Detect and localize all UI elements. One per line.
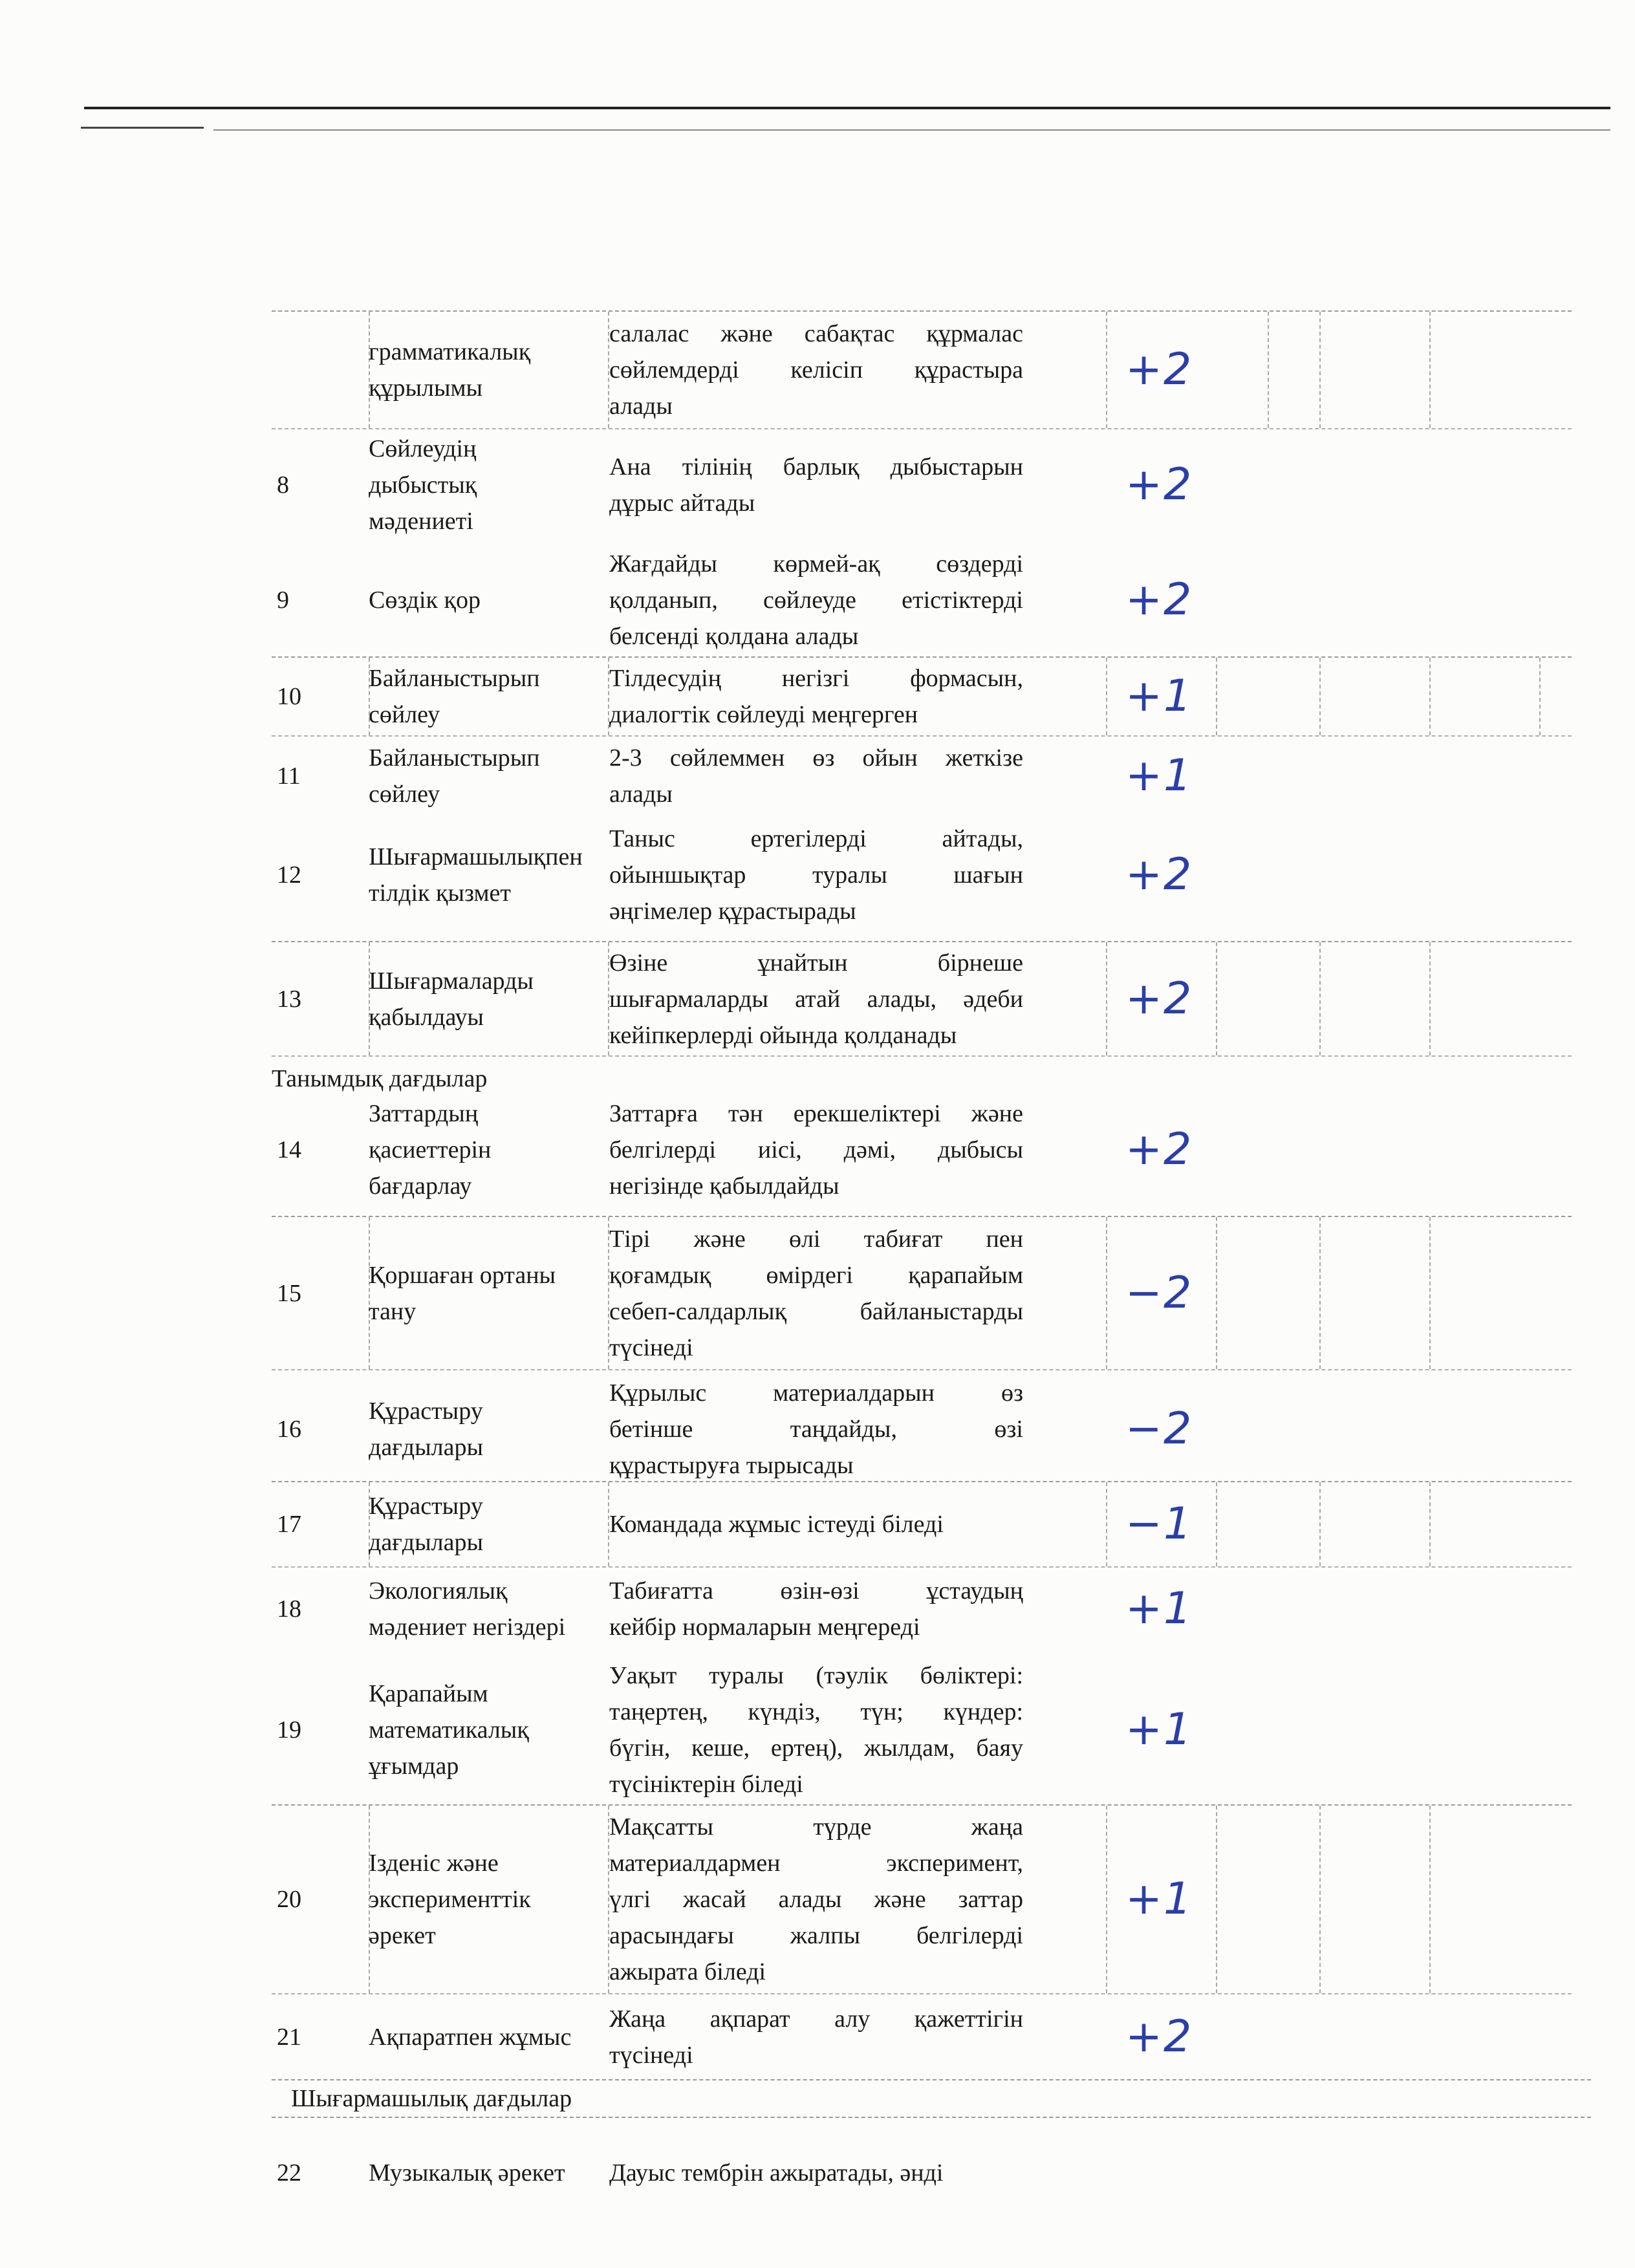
row-description [609,821,1023,929]
description-line: қолданып, сөйлеуде етістіктерді [609,586,1023,614]
cell-divider [1319,942,1321,1055]
category-line: Заттардың [369,1099,479,1127]
row-category [369,431,621,539]
description-line: алады [609,781,673,808]
row-number: 16 [277,1416,301,1443]
row-number: 17 [277,1511,301,1538]
description-line: Таныс ертегілерді айтады, [609,825,1023,852]
category-line: құрылымы [369,374,483,402]
cell-divider [1539,658,1541,735]
category-line: дағдылары [369,1434,484,1461]
row-category [369,1096,621,1204]
row-category [369,1393,621,1465]
table-row [272,941,1572,1057]
section-heading-creative: Шығармашылық дағдылар [272,2079,1591,2118]
row-category [369,1845,621,1954]
table-row [272,1998,1572,2076]
cell-divider [1319,1482,1321,1566]
description-line: алады [609,393,673,420]
description-line: шығармаларды атай алады, әдеби [609,985,1023,1013]
category-line: Құрастыру [369,1493,483,1520]
handwritten-score: +1 [1125,1582,1193,1634]
row-number: 8 [277,471,289,499]
cell-divider [1106,312,1107,428]
row-number: 9 [277,586,289,614]
category-line: Ақпаратпен жұмыс [369,2024,572,2051]
row-number: 12 [277,861,301,889]
handwritten-score: +2 [1125,344,1193,395]
category-line: мәдениет негіздері [369,1613,566,1641]
row-category [369,2019,621,2055]
cell-divider [1429,658,1431,735]
description-line: Жаңа ақпарат алу қажеттігін [609,2005,1023,2033]
category-line: Ізденіс және [369,1850,499,1877]
category-line: сөйлеу [369,701,440,728]
category-line: әрекет [369,1922,436,1949]
cell-divider [1106,1217,1107,1369]
table-row [272,310,1572,429]
handwritten-score: +2 [1125,973,1193,1024]
row-number: 14 [277,1136,301,1163]
cell-divider [1319,1217,1321,1369]
description-line: сөйлемдерді келісіп құрастыра [609,356,1023,383]
cell-divider [1429,942,1431,1055]
row-number: 11 [277,762,301,790]
table-row [272,430,1572,540]
row-number: 18 [277,1595,301,1623]
description-line: кейбір нормаларын меңгереді [609,1613,920,1641]
table-row [272,737,1572,815]
description-line: дұрыс айтады [609,490,755,517]
row-number: 21 [277,2024,301,2051]
row-number: 22 [277,2159,301,2187]
description-line: себеп-салдарлық байланыстарды [609,1297,1023,1325]
row-description [609,1375,1023,1484]
table-row [272,1804,1572,1994]
cell-divider [1319,1806,1321,1993]
handwritten-score: +1 [1125,1704,1193,1755]
category-line: Сөздік қор [369,586,481,614]
cell-divider [1216,658,1217,735]
category-line: Құрастыру [369,1398,483,1425]
handwritten-score: +2 [1125,459,1193,510]
description-line: түсінеді [609,2042,693,2069]
description-line: Жағдайды көрмей-ақ сөздерді [609,550,1023,578]
section-heading-cognitive: Танымдық дағдылар [272,1065,488,1092]
table-row [272,1656,1572,1804]
row-number: 13 [277,985,301,1013]
description-line: қоғамдық өмірдегі қарапайым [609,1261,1023,1289]
cell-divider [1216,1217,1217,1369]
category-line: дағдылары [369,1529,484,1556]
description-line: түсінеді [609,1334,693,1361]
row-description [609,449,1023,521]
cell-divider [1216,1806,1217,1993]
cell-divider [1319,658,1321,735]
table-row [272,1090,1572,1209]
description-line: Заттарға тән ерекшеліктері және [609,1099,1023,1127]
category-line: тілдік қызмет [369,879,511,907]
row-description [609,1221,1023,1366]
category-line: қабылдауы [369,1003,484,1031]
description-line: Табиғатта өзін-өзі ұстаудың [609,1577,1023,1604]
category-line: Шығармаларды [369,967,534,995]
category-line: Байланыстырып [369,744,540,772]
table-row [272,2154,1572,2192]
description-line: Мақсатты түрде жаңа [609,1813,1023,1841]
row-description [609,1506,1023,1542]
cell-divider [1319,312,1321,428]
description-line: Құрылыс материалдарын өз [609,1379,1023,1407]
description-line: диалогтік сөйлеуді меңгерген [609,701,918,728]
row-category [369,660,621,733]
category-line: Сөйлеудің [369,435,477,462]
row-number: 10 [277,683,301,710]
row-number: 20 [277,1886,301,1913]
cell-divider [1106,942,1107,1055]
category-line: Музыкалық әрекет [369,2159,565,2187]
row-description [609,1658,1023,1802]
handwritten-score: +1 [1125,750,1193,801]
handwritten-score: +2 [1125,1123,1193,1175]
category-line: Қоршаған ортаны [369,1261,556,1289]
row-number: 15 [277,1279,301,1307]
table-row [272,543,1572,656]
row-category [369,1676,621,1784]
row-category [369,1573,621,1645]
row-category [369,334,621,406]
handwritten-score: −1 [1125,1498,1193,1550]
cell-divider [1106,658,1107,735]
row-description [609,546,1023,654]
handwritten-score: +1 [1125,1874,1193,1925]
description-line: Тірі және өлі табиғат пен [609,1225,1023,1253]
description-line: Өзіне ұнайтын бірнеше [609,949,1023,977]
row-category [369,582,621,618]
category-line: математикалық [369,1716,529,1744]
description-line: түсініктерін біледі [609,1771,803,1798]
description-line: Ана тілінің барлық дыбыстарын [609,453,1023,481]
category-line: ұғымдар [369,1753,459,1780]
description-line: бетінше таңдайды, өзі [609,1416,1023,1443]
row-description [609,316,1023,424]
row-description [609,1096,1023,1204]
description-line: 2-3 сөйлеммен өз ойын жеткізе [609,744,1023,772]
cell-divider [1429,1806,1431,1993]
cell-divider [1216,1482,1217,1566]
description-line: үлгі жасай алады және заттар [609,1886,1023,1913]
handwritten-score: +2 [1125,848,1193,900]
row-description [609,2001,1023,2073]
description-line: негізінде қабылдайды [609,1172,839,1200]
table-row [272,1568,1572,1649]
description-line: арасындағы жалпы белгілерді [609,1922,1023,1949]
handwritten-score: +2 [1125,2011,1193,2062]
handwritten-score: −2 [1125,1267,1193,1319]
description-line: Тілдесудің негізгі формасын, [609,665,1023,692]
category-line: грамматикалық [369,338,531,365]
row-category [369,2155,621,2191]
row-description [609,945,1023,1053]
row-description [609,660,1023,733]
category-line: Байланыстырып [369,665,540,692]
cell-divider [1106,1806,1107,1993]
cell-divider [1216,942,1217,1055]
row-category [369,1257,621,1330]
row-category [369,963,621,1035]
row-description [609,1809,1023,1990]
handwritten-score: −2 [1125,1403,1193,1454]
category-line: тану [369,1297,417,1325]
category-line: Экологиялық [369,1577,508,1604]
cell-divider [1429,312,1431,428]
row-description [609,1573,1023,1645]
category-line: сөйлеу [369,781,440,808]
table-row [272,656,1572,737]
table-row [272,1216,1572,1370]
row-category [369,839,621,911]
cell-divider [1429,1217,1431,1369]
category-line: мәдениеті [369,508,473,535]
row-description [609,2155,1023,2191]
description-line: ойыншықтар туралы шағын [609,861,1023,889]
table-row [272,818,1572,931]
description-line: бүгін, кеше, ертең), жылдам, баяу [609,1734,1023,1762]
category-line: қасиеттерін [369,1136,492,1163]
description-line: белгілерді иісі, дәмі, дыбысы [609,1136,1023,1163]
row-number: 19 [277,1716,301,1744]
description-line: материалдармен эксперимент, [609,1850,1023,1877]
description-line: белсенді қолдана алады [609,622,859,650]
cell-divider [1106,1482,1107,1566]
description-line: Уақыт туралы (тәулік бөліктері: [609,1662,1023,1689]
description-line: таңертең, күндіз, түн; күндер: [609,1698,1023,1725]
description-line: әңгімелер құрастырады [609,897,856,925]
category-line: Қарапайым [369,1680,488,1707]
cell-divider [1268,312,1269,428]
category-line: дыбыстық [369,471,477,499]
description-line: Командада жұмыс істеуді біледі [609,1511,944,1538]
category-line: Шығармашылықпен [369,843,583,870]
row-category [369,740,621,812]
description-line: кейіпкерлерді ойында қолданады [609,1021,957,1049]
description-line: құрастыруға тырысады [609,1452,854,1479]
category-line: эксперименттік [369,1886,531,1913]
description-line: ажырата біледі [609,1958,766,1985]
handwritten-score: +1 [1125,671,1193,722]
table-row [272,1481,1572,1568]
row-category [369,1488,621,1561]
table-row [272,1374,1572,1484]
row-description [609,740,1023,812]
handwritten-score: +2 [1125,574,1193,625]
description-line: салалас және сабақтас құрмалас [609,320,1023,347]
category-line: бағдарлау [369,1172,472,1200]
description-line: Дауыс тембрін ажыратады, әнді [609,2159,944,2187]
cell-divider [1429,1482,1431,1566]
